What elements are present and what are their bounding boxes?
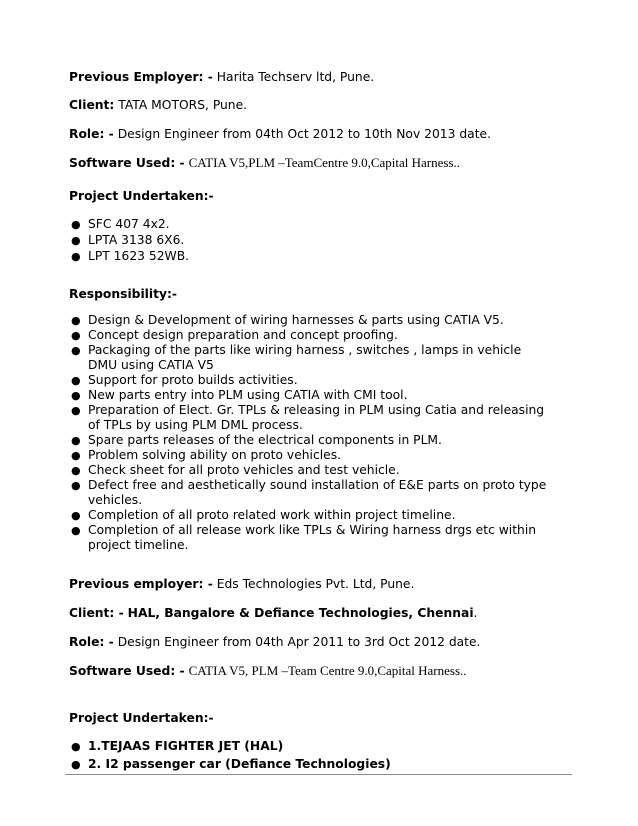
role-value: Design Engineer from 04th Oct 2012 to 10th Nov 2013 date. [117, 127, 491, 141]
previous-employer-value: Harita Techserv ltd, Pune. [216, 70, 375, 84]
project-heading: Project Undertaken:- [69, 189, 214, 203]
responsibility-heading: Responsibility:- [69, 287, 178, 301]
previous-employer-label: Previous Employer: - [69, 70, 213, 84]
list-item: ● Completion of all release work like TPLs & Wiring harness drgs etc within project timeline. [71, 523, 537, 552]
client-label: Client: [69, 98, 115, 112]
client-line [69, 98, 247, 113]
list-item: ● Check sheet for all proto vehicles and test vehicle. [71, 463, 400, 477]
software-label: Software Used: - [69, 156, 185, 170]
previous-employer-value: Eds Technologies Pvt. Ltd, Pune. [216, 577, 415, 591]
project-heading-2: Project Undertaken:- [69, 711, 214, 725]
software-value: CATIA V5,PLM –TeamCentre 9.0,Capital Harness.. [188, 155, 461, 170]
client-line-2 [69, 606, 477, 621]
list-item: ● Support for proto builds activities. [71, 373, 298, 387]
previous-employer-line [69, 70, 374, 85]
list-item: ● Packaging of the parts like wiring harness , switches , lamps in vehicle DMU using CATIA V5 [71, 343, 522, 372]
role-label: Role: - [69, 635, 114, 649]
list-item: ● 1.TEJAAS FIGHTER JET (HAL) [71, 739, 284, 753]
list-item: ● Preparation of Elect. Gr. TPLs & releasing in PLM using Catia and releasing of TPLs by using PLM DML process. [71, 403, 545, 432]
software-line-2 [69, 663, 467, 679]
role-value: Design Engineer from 04th Apr 2011 to 3rd Oct 2012 date. [117, 635, 481, 649]
list-item: ● Defect free and aesthetically sound installation of E&E parts on proto type vehicles. [71, 478, 547, 507]
client-value: HAL, Bangalore & Defiance Technologies, Chennai [127, 606, 474, 620]
list-item: ● Problem solving ability on proto vehicles. [71, 448, 342, 462]
footer-divider [65, 774, 572, 775]
list-item: ● Concept design preparation and concept proofing. [71, 328, 398, 342]
list-item: ● Spare parts releases of the electrical components in PLM. [71, 433, 442, 447]
previous-employer-label: Previous employer: - [69, 577, 213, 591]
role-line [69, 127, 491, 142]
list-item: ● LPTA 3138 6X6. [71, 233, 185, 247]
software-value: CATIA V5, PLM –Team Centre 9.0,Capital Harness.. [188, 663, 467, 678]
list-item: ● SFC 407 4x2. [71, 217, 170, 231]
client-label: Client: - [69, 606, 124, 620]
client-value: TATA MOTORS, Pune. [118, 98, 248, 112]
software-line [69, 155, 460, 171]
role-label: Role: - [69, 127, 114, 141]
list-item: ● New parts entry into PLM using CATIA with CMI tool. [71, 388, 408, 402]
role-line-2 [69, 635, 480, 650]
list-item: ● LPT 1623 52WB. [71, 249, 190, 263]
software-label: Software Used: - [69, 664, 185, 678]
list-item: ● 2. I2 passenger car (Defiance Technologies) [71, 757, 391, 771]
previous-employer-line-2 [69, 577, 414, 592]
list-item: ● Completion of all proto related work within project timeline. [71, 508, 456, 522]
list-item: ● Design & Development of wiring harnesses & parts using CATIA V5. [71, 313, 504, 327]
client-end: . [473, 606, 478, 620]
